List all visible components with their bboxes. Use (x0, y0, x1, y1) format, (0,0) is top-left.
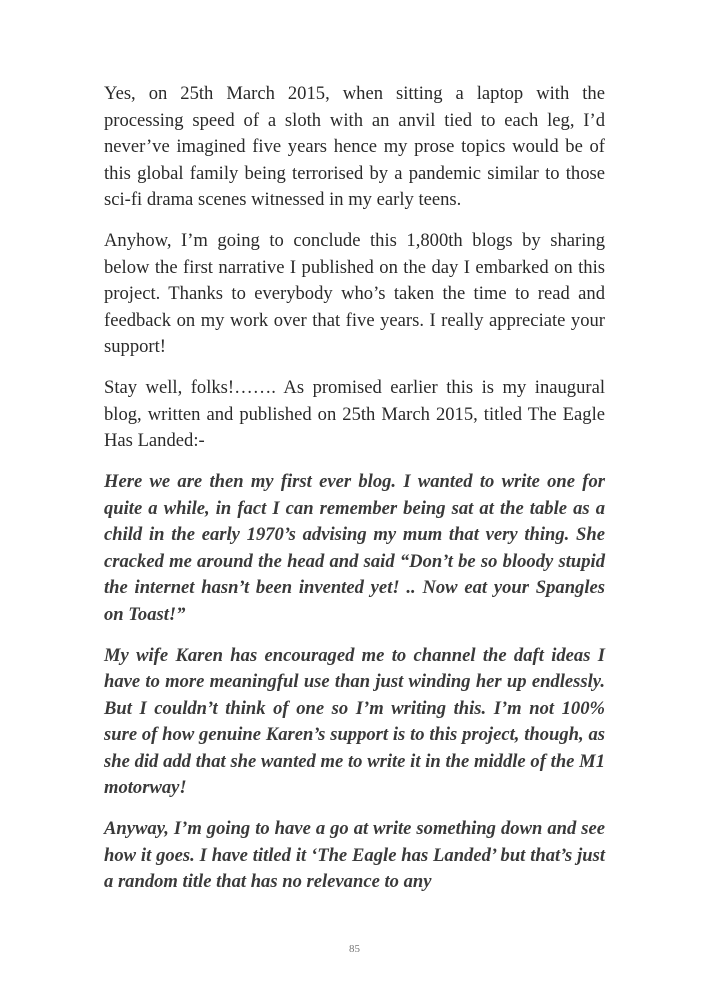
paragraph-intro: Yes, on 25th March 2015, when sitting a laptop with the processing speed of a sloth with an anvil tied to each leg, I’d never’ve imagined five years hence my prose topics would be of this global family being terrorised by a pandemic similar to those sci-fi drama scenes witnessed in my early teens. (104, 83, 605, 210)
page-number: 85 (349, 943, 360, 955)
quoted-blog-paragraph-3: Anyway, I’m going to have a go at write something down and see how it goes. I have titled it ‘The Eagle has Landed’ but that’s just a random title that has no relevance to any (104, 818, 605, 892)
quoted-blog-paragraph-1: Here we are then my first ever blog. I wanted to write one for quite a while, in fact I can remember being sat at the table as a child in the early 1970’s advising my mum that very thing. She cracked me around the head and said “Don’t be so bloody stupid the internet hasn’t been invented yet! .. Now eat your Spangles on Toast!” (104, 471, 605, 625)
page-body (104, 81, 605, 910)
quoted-blog-paragraph-2: My wife Karen has encouraged me to channel the daft ideas I have to more meaningful use than just winding her up endlessly. But I couldn’t think of one so I’m writing this. I’m not 100% sure of how genuine Karen’s support is to this project, though, as she did add that she wanted me to write it in the middle of the M1 motorway! (104, 644, 605, 798)
paragraph-sign-off: Stay well, folks!……. As promised earlier this is my inaugural blog, written and published on 25th March 2015, titled The Eagle Has Landed:- (104, 377, 605, 451)
paragraph-conclusion: Anyhow, I’m going to conclude this 1,800th blogs by sharing below the first narrative I published on the day I embarked on this project. Thanks to everybody who’s taken the time to read and feedback on my work over that five years. I really appreciate your support! (104, 230, 605, 357)
